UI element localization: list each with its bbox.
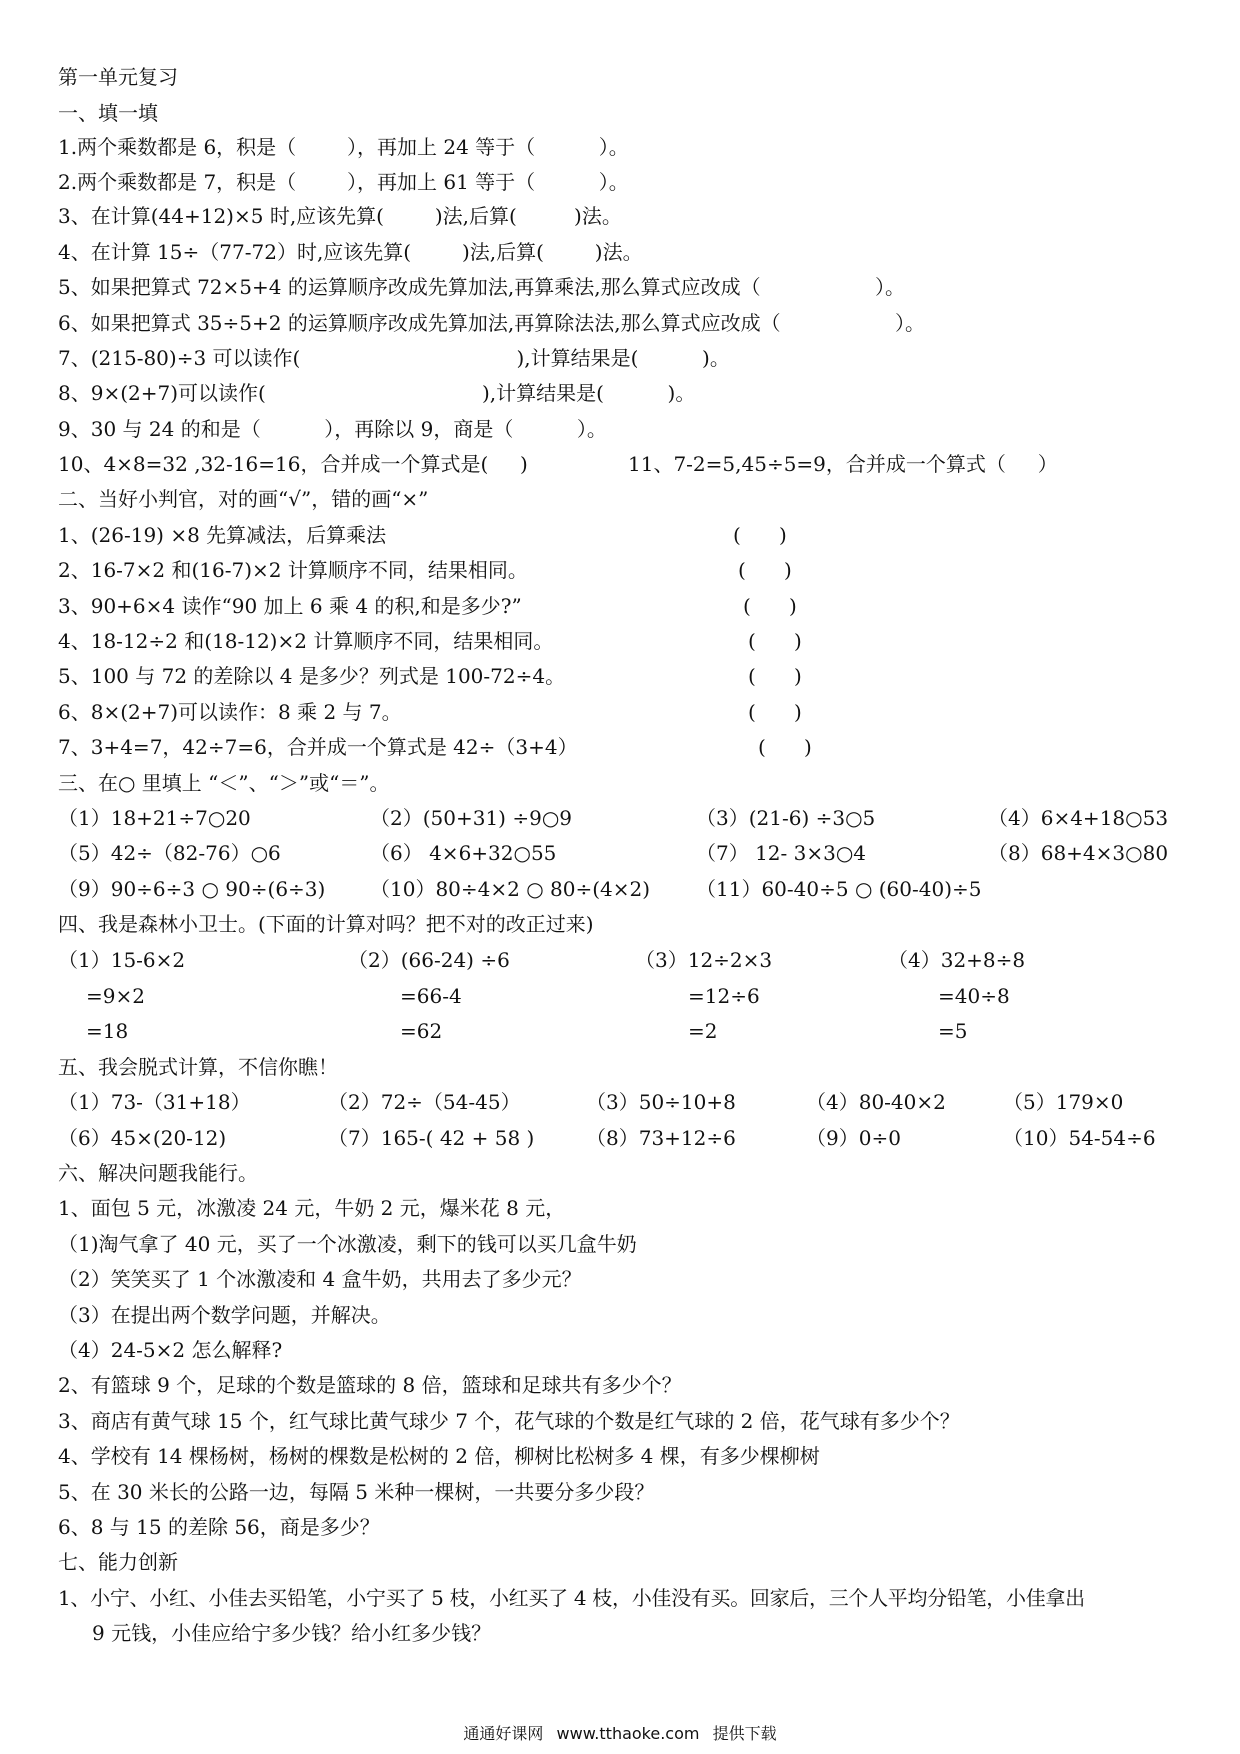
s1-question-1: 1.两个乘数都是 6，积是（ ），再加上 24 等于（ ）。 <box>58 135 629 159</box>
s2-answer-blank: ( ) <box>758 735 812 759</box>
s2-answer-blank: ( ) <box>733 523 787 547</box>
s3-compare-item: （4）6×4+18○53 <box>988 806 1169 830</box>
s2-item <box>58 553 792 587</box>
s6-problem-6: 6、8 与 15 的差除 56，商是多少？ <box>58 1515 380 1539</box>
page-footer <box>0 1722 1240 1746</box>
s2-item-text: 5、100 与 72 的差除以 4 是多少？列式是 100-72÷4。 <box>58 664 566 688</box>
section-7-heading: 七、能力创新 <box>58 1550 178 1574</box>
s3-row <box>58 836 1169 870</box>
s1-question-7: 7、(215-80)÷3 可以读作( ),计算结果是( )。 <box>58 346 730 370</box>
s4-step: =62 <box>400 1019 443 1043</box>
s5-calc-item: （2）72÷（54-45） <box>328 1090 521 1114</box>
s4-question: （2）(66-24) ÷6 <box>348 948 510 972</box>
s2-item-text: 3、90+6×4 读作“90 加上 6 乘 4 的积,和是多少?” <box>58 594 522 618</box>
s6-problem-3: 3、商店有黄气球 15 个，红气球比黄气球少 7 个，花气球的个数是红气球的 2 倍，花气球有多少个？ <box>58 1409 960 1433</box>
s1-question-9: 9、30 与 24 的和是（ ），再除以 9，商是（ ）。 <box>58 417 607 441</box>
s5-calc-item: （8）73+12÷6 <box>586 1126 736 1150</box>
s3-compare-item: （3）(21-6) ÷3○5 <box>696 806 876 830</box>
s4-step: =66-4 <box>400 984 462 1008</box>
s1-question-2: 2.两个乘数都是 7，积是（ ），再加上 61 等于（ ）。 <box>58 170 629 194</box>
s2-item-text: 4、18-12÷2 和(18-12)×2 计算顺序不同，结果相同。 <box>58 629 554 653</box>
s4-question: （4）32+8÷8 <box>888 948 1026 972</box>
s5-row <box>58 1085 1124 1119</box>
s4-question: （3）12÷2×3 <box>635 948 773 972</box>
s1-question-10: 10、4×8=32 ,32-16=16，合并成一个算式是( ) <box>58 452 528 476</box>
s6-problem-1-part-3: （3）在提出两个数学问题，并解决。 <box>58 1303 391 1327</box>
s2-answer-blank: ( ) <box>738 558 792 582</box>
s2-item-text: 7、3+4=7，42÷7=6，合并成一个算式是 42÷（3+4） <box>58 735 578 759</box>
s5-calc-item: （4）80-40×2 <box>806 1090 946 1114</box>
section-2-heading: 二、当好小判官，对的画“√”，错的画“×” <box>58 487 429 511</box>
section-5-heading: 五、我会脱式计算，不信你瞧！ <box>58 1055 338 1079</box>
s4-step-row <box>58 979 1010 1013</box>
s2-item <box>58 659 802 693</box>
s1-question-4: 4、在计算 15÷（77-72）时,应该先算( )法,后算( )法。 <box>58 240 643 264</box>
s2-item <box>58 695 802 729</box>
s5-calc-item: （10）54-54÷6 <box>1003 1126 1156 1150</box>
s3-compare-item: （9）90÷6÷3 ○ 90÷(6÷3) <box>58 877 326 901</box>
s2-item-text: 2、16-7×2 和(16-7)×2 计算顺序不同，结果相同。 <box>58 558 528 582</box>
s3-compare-item: （10）80÷4×2 ○ 80÷(4×2) <box>370 877 651 901</box>
s5-row <box>58 1121 1156 1155</box>
s6-problem-1-part-2: （2）笑笑买了 1 个冰激凌和 4 盒牛奶，共用去了多少元？ <box>58 1267 582 1291</box>
s2-answer-blank: ( ) <box>748 700 802 724</box>
s2-answer-blank: ( ) <box>743 594 797 618</box>
s4-step: =40÷8 <box>938 984 1010 1008</box>
s7-problem-1: 1、小宁、小红、小佳去买铅笔，小宁买了 5 枝，小红买了 4 枝，小佳没有买。回家后，三个人平均分铅笔，小佳拿出 <box>58 1586 1085 1610</box>
s5-calc-item: （5）179×0 <box>1003 1090 1124 1114</box>
s3-compare-item: （2）(50+31) ÷9○9 <box>370 806 573 830</box>
s4-question: （1）15-6×2 <box>58 948 186 972</box>
s2-answer-blank: ( ) <box>748 664 802 688</box>
s1-question-10-11-row <box>58 447 1058 481</box>
s1-question-5: 5、如果把算式 72×5+4 的运算顺序改成先算加法,再算乘法,那么算式应改成（ ）。 <box>58 275 906 299</box>
s1-question-6: 6、如果把算式 35÷5+2 的运算顺序改成先算加法,再算除法法,那么算式应改成（ ）。 <box>58 311 926 335</box>
s2-item <box>58 624 802 658</box>
s5-calc-item: （7）165-( 42 + 58 ) <box>328 1126 535 1150</box>
s4-step: =2 <box>688 1019 718 1043</box>
s3-compare-item: （5）42÷（82-76）○6 <box>58 841 281 865</box>
s5-calc-item: （3）50÷10+8 <box>586 1090 736 1114</box>
s3-compare-item: （1）18+21÷7○20 <box>58 806 251 830</box>
section-6-heading: 六、解决问题我能行。 <box>58 1161 258 1185</box>
s2-item-text: 6、8×(2+7)可以读作：8 乘 2 与 7。 <box>58 700 402 724</box>
s1-question-11: 11、7-2=5,45÷5=9，合并成一个算式（ ） <box>628 452 1058 476</box>
s5-calc-item: （6）45×(20-12) <box>58 1126 227 1150</box>
page-title: 第一单元复习 <box>58 65 178 89</box>
s3-compare-item: （8）68+4×3○80 <box>988 841 1169 865</box>
footer-note: 提供下载 <box>712 1724 777 1743</box>
s4-step: =9×2 <box>86 984 145 1008</box>
s2-item <box>58 589 797 623</box>
s4-step: =18 <box>86 1019 129 1043</box>
s1-question-8: 8、9×(2+7)可以读作( ),计算结果是( )。 <box>58 381 696 405</box>
s6-problem-4: 4、学校有 14 棵杨树，杨树的棵数是松树的 2 倍，柳树比松树多 4 棵，有多少棵柳树 <box>58 1444 820 1468</box>
s7-problem-1-continued: 9 元钱，小佳应给宁多少钱？给小红多少钱？ <box>92 1621 492 1645</box>
s6-problem-1: 1、面包 5 元，冰激凌 24 元，牛奶 2 元，爆米花 8 元， <box>58 1196 566 1220</box>
s2-item-text: 1、(26-19) ×8 先算减法，后算乘法 <box>58 523 387 547</box>
s3-compare-item: （6） 4×6+32○55 <box>370 841 557 865</box>
s6-problem-1-part-4: （4）24-5×2 怎么解释? <box>58 1338 283 1362</box>
footer-site-url[interactable]: www.tthaoke.com <box>556 1724 700 1743</box>
s4-step-row <box>58 1014 968 1048</box>
s5-calc-item: （9）0÷0 <box>806 1126 901 1150</box>
s1-question-3: 3、在计算(44+12)×5 时,应该先算( )法,后算( )法。 <box>58 204 622 228</box>
s3-compare-item: （11）60-40÷5 ○ (60-40)÷5 <box>696 877 982 901</box>
section-3-heading: 三、在○ 里填上 “＜”、“＞”或“＝”。 <box>58 771 390 795</box>
s6-problem-1-part-1: （1)淘气拿了 40 元，买了一个冰激凌，剩下的钱可以买几盒牛奶 <box>58 1232 637 1256</box>
section-4-heading: 四、我是森林小卫士。(下面的计算对吗？把不对的改正过来) <box>58 912 594 936</box>
s2-item <box>58 518 787 552</box>
s4-step: =5 <box>938 1019 968 1043</box>
s4-step: =12÷6 <box>688 984 760 1008</box>
s6-problem-2: 2、有篮球 9 个，足球的个数是篮球的 8 倍，篮球和足球共有多少个？ <box>58 1373 682 1397</box>
s3-row <box>58 801 1169 835</box>
s2-item <box>58 730 812 764</box>
s4-question-row <box>58 943 1026 977</box>
footer-site-name: 通通好课网 <box>463 1724 544 1743</box>
s5-calc-item: （1）73-（31+18） <box>58 1090 251 1114</box>
s6-problem-5: 5、在 30 米长的公路一边，每隔 5 米种一棵树，一共要分多少段？ <box>58 1480 655 1504</box>
s2-answer-blank: ( ) <box>748 629 802 653</box>
s3-compare-item: （7） 12- 3×3○4 <box>696 841 867 865</box>
s3-row <box>58 872 982 906</box>
section-1-heading: 一、填一填 <box>58 101 158 125</box>
